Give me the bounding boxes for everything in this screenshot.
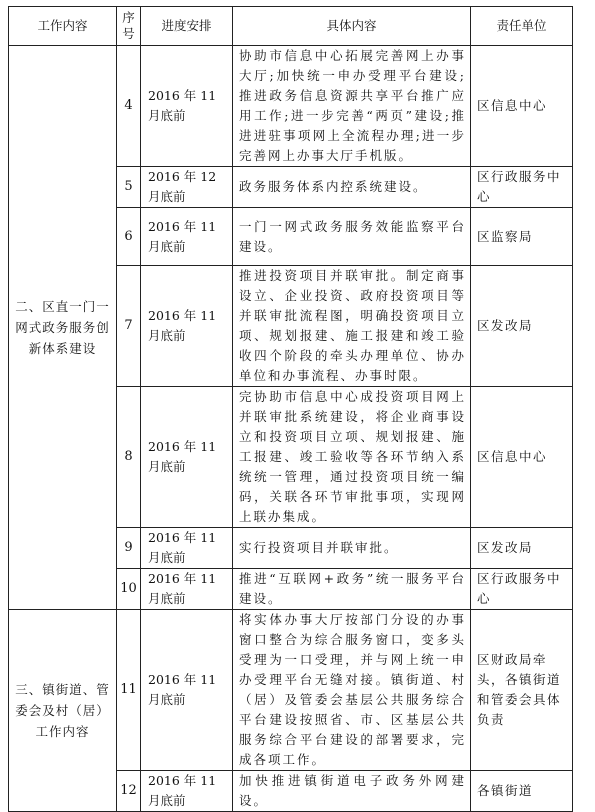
header-category: 工作内容: [9, 7, 117, 46]
row-content: 推进“互联网+政务”统一服务平台建设。: [233, 569, 471, 610]
row-content: 将实体办事大厅按部门分设的办事窗口整合为综合服务窗口，变多头受理为一口受理，并与网上统一申办受理平台无缝对接。镇街道、村（居）及管委会基层公共服务综合平台建设按照省、市、区基层公共服务综合平台建设的部署要求，完成各项工作。: [233, 610, 471, 771]
row-unit: 区行政服务中心: [471, 167, 573, 208]
row-unit: 区行政服务中心: [471, 569, 573, 610]
row-content: 一门一网式政务服务效能监察平台建设。: [233, 208, 471, 266]
table-row: [9, 610, 573, 771]
row-content: 加快推进镇街道电子政务外网建设。: [233, 771, 471, 812]
header-number: 序号: [117, 7, 141, 46]
row-content: 协助市信息中心拓展完善网上办事大厅;加快统一申办受理平台建设;推进政务信息资源共享平台推广应用工作;进一步完善“两页”建设;推进进驻事项网上全流程办理;进一步完善网上办事大厅手机版。: [233, 46, 471, 167]
row-schedule: 2016 年 11 月底前: [141, 528, 233, 569]
row-schedule: 2016 年 11 月底前: [141, 771, 233, 812]
row-unit: 区发改局: [471, 266, 573, 387]
row-unit: 区信息中心: [471, 46, 573, 167]
row-number: 10: [117, 569, 141, 610]
row-number: 11: [117, 610, 141, 771]
table-header-row: [9, 7, 573, 46]
header-schedule: 进度安排: [141, 7, 233, 46]
row-unit: 各镇街道: [471, 771, 573, 812]
row-schedule: 2016 年 12 月底前: [141, 167, 233, 208]
row-number: 6: [117, 208, 141, 266]
row-number: 9: [117, 528, 141, 569]
row-unit: 区财政局牵头，各镇街道和管委会具体负责: [471, 610, 573, 771]
row-content: 完协助市信息中心成投资项目网上并联审批系统建设，将企业商事设立和投资项目立项、规划报建、施工报建、竣工验收等各环节纳入系统统一管理，通过投资项目统一编码，关联各环节审批事项，实现网上联办集成。: [233, 387, 471, 528]
row-number: 7: [117, 266, 141, 387]
row-content: 推进投资项目并联审批。制定商事设立、企业投资、政府投资项目等并联审批流程图，明确投资项目立项、规划报建、施工报建和竣工验收四个阶段的牵头办理单位、协办单位和办事流程、办事时限。: [233, 266, 471, 387]
document-page: [8, 6, 573, 812]
category-cell: 三、镇街道、管委会及村（居）工作内容: [9, 610, 117, 812]
row-schedule: 2016 年 11 月底前: [141, 208, 233, 266]
row-content: 实行投资项目并联审批。: [233, 528, 471, 569]
row-schedule: 2016 年 11 月底前: [141, 610, 233, 771]
row-number: 4: [117, 46, 141, 167]
row-schedule: 2016 年 11 月底前: [141, 387, 233, 528]
row-number: 5: [117, 167, 141, 208]
row-schedule: 2016 年 11 月底前: [141, 46, 233, 167]
row-unit: 区发改局: [471, 528, 573, 569]
row-number: 8: [117, 387, 141, 528]
work-plan-table: [8, 6, 573, 812]
category-cell: 二、区直一门一网式政务服务创新体系建设: [9, 46, 117, 610]
row-content: 政务服务体系内控系统建设。: [233, 167, 471, 208]
row-number: 12: [117, 771, 141, 812]
row-schedule: 2016 年 11 月底前: [141, 266, 233, 387]
table-row: [9, 46, 573, 167]
row-unit: 区信息中心: [471, 387, 573, 528]
row-schedule: 2016 年 11 月底前: [141, 569, 233, 610]
header-content: 具体内容: [233, 7, 471, 46]
row-unit: 区监察局: [471, 208, 573, 266]
header-unit: 责任单位: [471, 7, 573, 46]
